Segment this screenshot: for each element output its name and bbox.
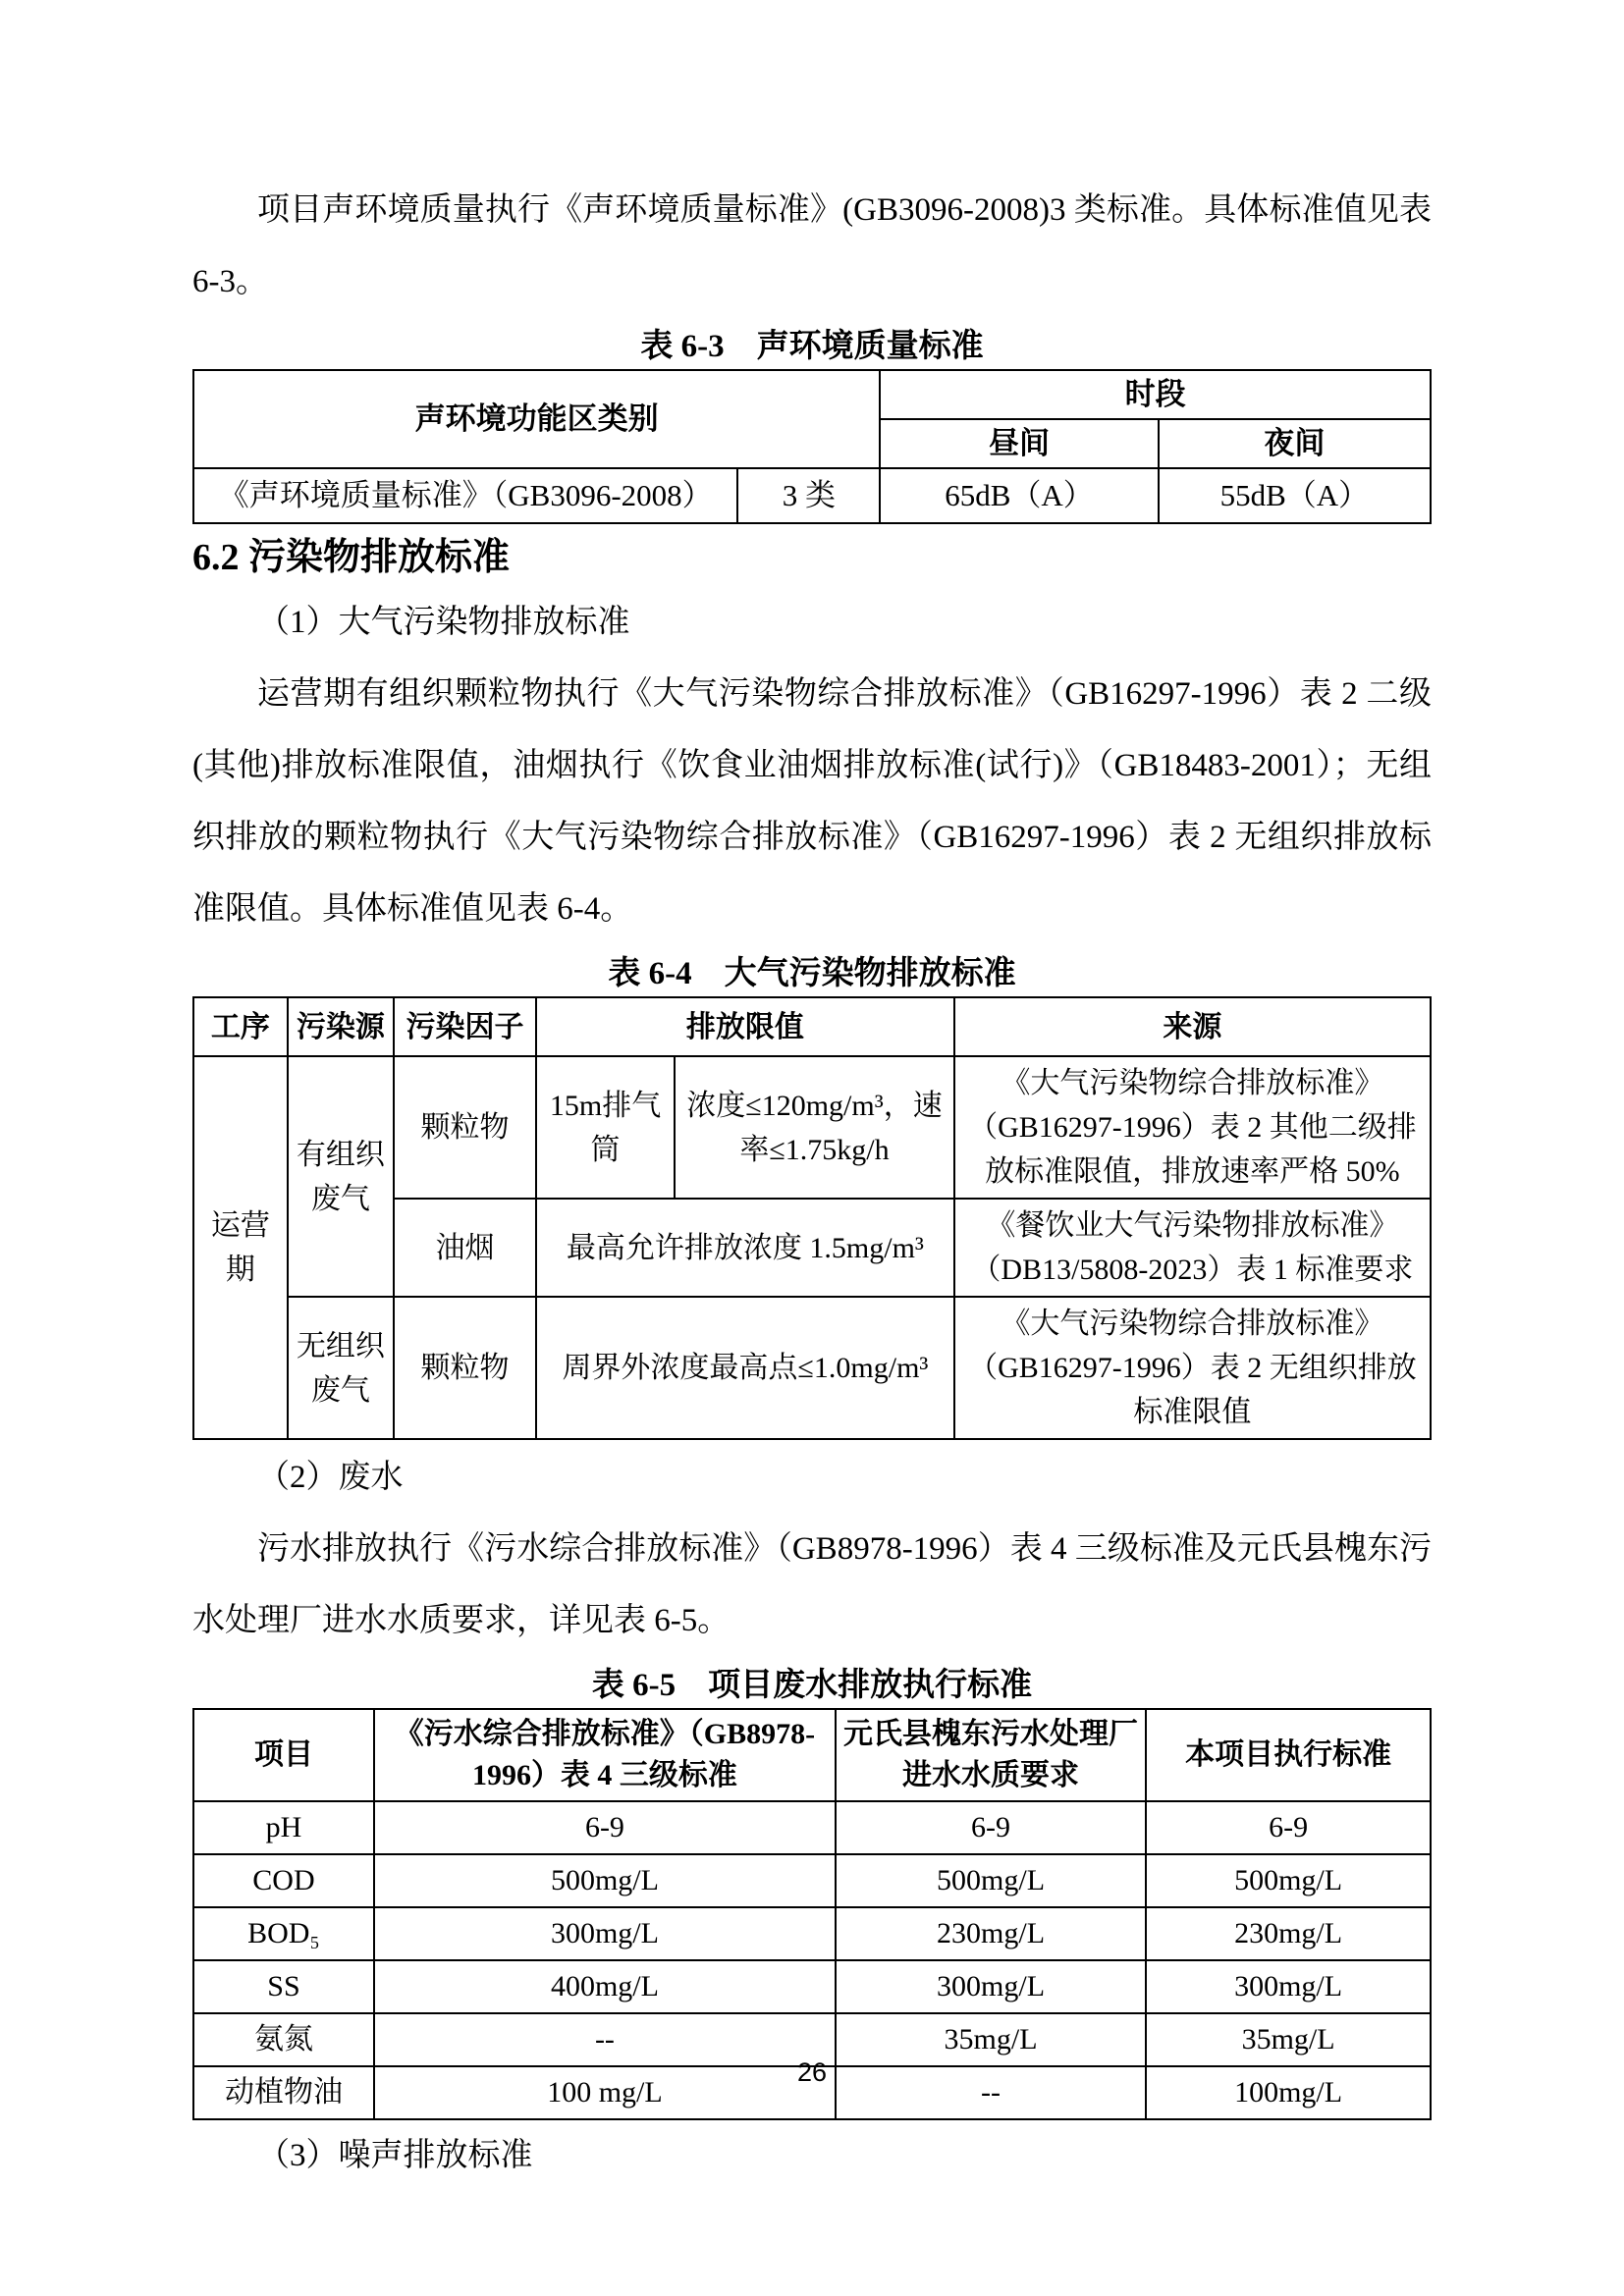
t65-cell: 氨氮 <box>193 2013 374 2066</box>
t65-cell: SS <box>193 1960 374 2013</box>
t64-cell-fume: 油烟 <box>394 1199 536 1297</box>
table-6-4-title: 表 6-4 大气污染物排放标准 <box>608 956 1016 991</box>
air-standard-label: （1）大气污染物排放标准 <box>257 605 630 640</box>
t65-header-gb8978: 《污水综合排放标准》（GB8978-1996）表 4 三级标准 <box>374 1709 836 1801</box>
t65-cell: 500mg/L <box>374 1854 836 1907</box>
wastewater-paragraph: 污水排放执行《污水综合排放标准》（GB8978-1996）表 4 三级标准及元氏县槐东污水处理厂进水水质要求，详见表 6-5。 <box>192 1531 1432 1638</box>
t64-cell-unorganized-source: 无组织废气 <box>288 1297 394 1439</box>
noise-standard-label: （3）噪声排放标准 <box>257 2138 533 2173</box>
t65-cell: 230mg/L <box>836 1907 1146 1960</box>
t65-cell: 100 mg/L <box>374 2066 836 2119</box>
t64-header-origin: 来源 <box>954 997 1431 1056</box>
t64-header-factor: 污染因子 <box>394 997 536 1056</box>
t64-header-stage: 工序 <box>193 997 288 1056</box>
t64-cell-fume-limit: 最高允许排放浓度 1.5mg/m³ <box>536 1199 954 1297</box>
table-6-4 <box>192 996 1432 1440</box>
t64-cell-stage: 运营期 <box>193 1056 288 1439</box>
t65-cell: 100mg/L <box>1146 2066 1431 2119</box>
t65-cell: -- <box>374 2013 836 2066</box>
t65-header-project: 本项目执行标准 <box>1146 1709 1431 1801</box>
t65-cell: 400mg/L <box>374 1960 836 2013</box>
t65-cell: 230mg/L <box>1146 1907 1431 1960</box>
t65-cell: 500mg/L <box>1146 1854 1431 1907</box>
t64-cell-origin-1: 《大气污染物综合排放标准》（GB16297-1996）表 2 其他二级排放标准限值，排放速率严格 50% <box>954 1056 1431 1199</box>
t64-cell-origin-2: 《餐饮业大气污染物排放标准》（DB13/5808-2023）表 1 标准要求 <box>954 1199 1431 1297</box>
t63-header-day: 昼间 <box>880 419 1159 468</box>
table-6-5-title: 表 6-5 项目废水排放执行标准 <box>591 1668 1033 1703</box>
t65-cell: 6-9 <box>836 1801 1146 1854</box>
t65-cell: 6-9 <box>1146 1801 1431 1854</box>
table-6-3-title: 表 6-3 声环境质量标准 <box>640 329 984 364</box>
t65-cell: 35mg/L <box>1146 2013 1431 2066</box>
t63-header-period: 时段 <box>880 370 1431 419</box>
t65-cell: 300mg/L <box>836 1960 1146 2013</box>
t65-cell: 300mg/L <box>1146 1960 1431 2013</box>
t63-cell-class: 3 类 <box>737 468 880 523</box>
t64-cell-organized-source: 有组织废气 <box>288 1056 394 1297</box>
t65-header-item: 项目 <box>193 1709 374 1801</box>
table-6-3 <box>192 369 1432 524</box>
t65-cell: 6-9 <box>374 1801 836 1854</box>
t64-cell-boundary-limit: 周界外浓度最高点≤1.0mg/m³ <box>536 1297 954 1439</box>
t63-cell-day-value: 65dB（A） <box>880 468 1159 523</box>
t64-cell-stack: 15m排气筒 <box>536 1056 675 1199</box>
t63-cell-night-value: 55dB（A） <box>1159 468 1431 523</box>
wastewater-label: （2）废水 <box>257 1460 404 1495</box>
t65-cell: COD <box>193 1854 374 1907</box>
t64-header-limit: 排放限值 <box>536 997 954 1056</box>
page-number: 26 <box>796 2057 828 2087</box>
t65-cell: 500mg/L <box>836 1854 1146 1907</box>
t65-cell: pH <box>193 1801 374 1854</box>
t64-cell-particulate: 颗粒物 <box>394 1056 536 1199</box>
t65-cell: 35mg/L <box>836 2013 1146 2066</box>
t64-cell-origin-3: 《大气污染物综合排放标准》（GB16297-1996）表 2 无组织排放标准限值 <box>954 1297 1431 1439</box>
t64-cell-particulate-2: 颗粒物 <box>394 1297 536 1439</box>
air-standard-paragraph: 运营期有组织颗粒物执行《大气污染物综合排放标准》（GB16297-1996）表 2 二级(其他)排放标准限值，油烟执行《饮食业油烟排放标准(试行)》（GB18483-2001）；无组织排放的颗粒物执行《大气污染物综合排放标准》（GB16297-1996）表 2 无组织排放标准限值。具体标准值见表 6-4。 <box>192 676 1432 927</box>
t65-cell: 300mg/L <box>374 1907 836 1960</box>
t65-cell: -- <box>836 2066 1146 2119</box>
t64-cell-stack-limit: 浓度≤120mg/m³，速率≤1.75kg/h <box>675 1056 954 1199</box>
t65-header-plant: 元氏县槐东污水处理厂进水水质要求 <box>836 1709 1146 1801</box>
t63-cell-standard: 《声环境质量标准》（GB3096-2008） <box>193 468 737 523</box>
t64-header-source: 污染源 <box>288 997 394 1056</box>
t63-header-night: 夜间 <box>1159 419 1431 468</box>
intro-paragraph: 项目声环境质量执行《声环境质量标准》(GB3096-2008)3 类标准。具体标准值见表 6-3。 <box>192 192 1432 299</box>
t65-cell: BOD₅ <box>193 1907 374 1960</box>
t65-cell: 动植物油 <box>193 2066 374 2119</box>
t63-header-category: 声环境功能区类别 <box>193 370 880 468</box>
section-6-2-heading: 6.2 污染物排放标准 <box>192 537 511 578</box>
